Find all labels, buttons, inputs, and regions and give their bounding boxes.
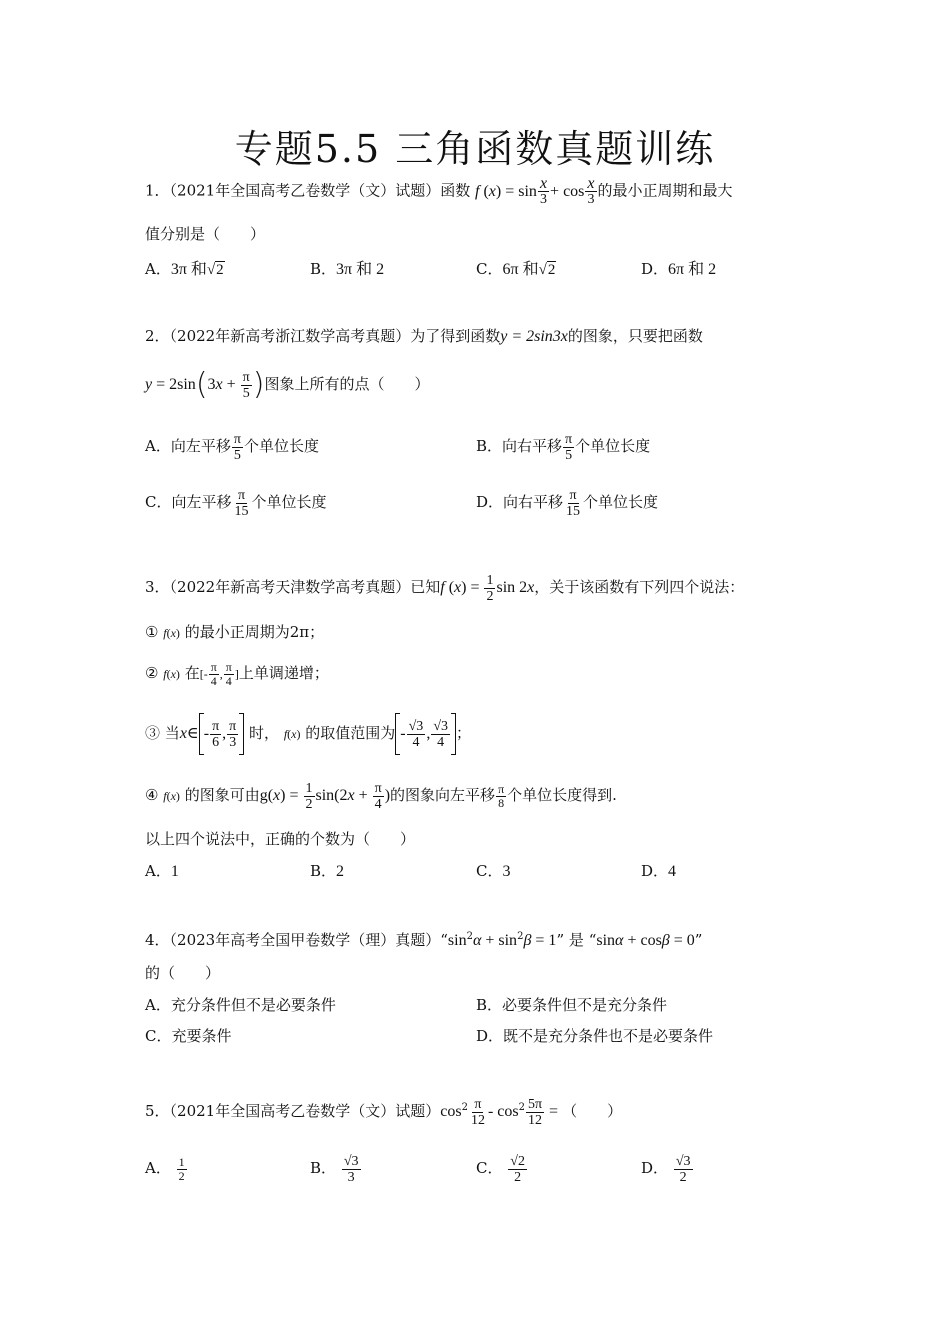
question-5-line-1: 5．（2021年全国高考乙卷数学（文）试题）$\cos^2$ $\frac{\pi}{12}$ - $\cos^2$ $\frac{5\pi}{12}$ = （ ） <box>145 1096 623 1128</box>
q1-option-b: B．3π 和 2 <box>310 260 385 278</box>
question-4-condition-2: “sinα + cosβ = 0” <box>588 931 703 949</box>
q3-option-b: B．2 <box>310 862 345 880</box>
question-3-line-1: 3．（2022年新高考天津数学高考真题）已知f (x) = $\frac{1}{2}$ sin 2x，关于该函数有下列四个说法： <box>145 572 745 604</box>
q1-option-a: A．3π 和√2 <box>145 260 224 278</box>
q2-option-d: D．向右平移 $\frac{\pi}{15}$ 个单位长度 <box>476 487 659 519</box>
question-4-line-1: 4．（2023年高考全国甲卷数学（理）真题）“$\sin^2\alpha + \sin^2\beta = 1$” 是 “sinα + cosβ = 0” <box>145 931 703 949</box>
q4-option-c: C．充要条件 <box>145 1027 232 1045</box>
q4-option-a: A．充分条件但不是必要条件 <box>145 996 336 1014</box>
q3-option-d: D．4 <box>641 862 677 880</box>
question-1-source: （2021年全国高考乙卷数学（文）试题）函数 <box>169 181 471 200</box>
q3-statement-4: ④ f(x) 的图象可由g(x) = $\frac{1}{2}$ sin(2x + $\frac{\pi}{4}$ )的图象向左平移 $\frac{\pi}{8}$ 个单位长度得到. <box>145 780 617 812</box>
q3-conclusion: 以上四个说法中，正确的个数为（ ） <box>145 830 416 848</box>
question-5-expression: $\cos^2$ $\frac{\pi}{12}$ - $\cos^2$ $\frac{5\pi}{12}$ = <box>440 1096 563 1128</box>
sqrt-symbol: √2 <box>206 262 224 278</box>
question-3-function: f (x) = $\frac{1}{2}$ sin 2x <box>440 572 535 604</box>
q4-option-b: B．必要条件但不是充分条件 <box>476 996 668 1014</box>
q3-statement-2: ② f(x) 在[- $\frac{\pi}{4}$ , $\frac{\pi}{4}$ ]上单调递增； <box>145 659 329 688</box>
question-1-tail: 的最小正周期和最大 <box>597 181 733 200</box>
q2-option-a: A．向左平移 $\frac{\pi}{5}$ 个单位长度 <box>145 431 319 463</box>
question-4-condition-1: “$\sin^2\alpha + \sin^2\beta = 1$” <box>440 931 565 949</box>
sqrt-symbol: √2 <box>538 262 556 278</box>
question-5-source: （2021年全国高考乙卷数学（文）试题） <box>169 1102 441 1120</box>
question-2-source-function: y = 2sin(3x + $\frac{\pi}{5}$ ) <box>145 367 265 402</box>
q5-option-a: A． $\frac{1}{2}$ <box>145 1154 185 1183</box>
question-1-line-2: 值分别是（ ） <box>145 225 266 243</box>
question-1-number: 1． <box>145 181 170 200</box>
question-1-formula: f (x) = sin $\frac{x}{3}$ + cos $\frac{x}{3}$ <box>475 175 595 207</box>
question-2-source: （2022年新高考浙江数学高考真题）为了得到函数 <box>169 327 501 345</box>
q3-option-a: A．1 <box>145 862 179 880</box>
question-2-line-2: y = 2sin(3x + $\frac{\pi}{5}$ )图象上所有的点（ ） <box>145 367 430 402</box>
page-title: 专题5.5 三角函数真题训练 <box>234 127 716 171</box>
q3-statement-1: ① f(x) 的最小正周期为2π； <box>145 623 325 641</box>
q5-option-c: C． $\frac{√2}{2}$ <box>476 1153 525 1185</box>
question-2-line-1: 2．（2022年新高考浙江数学高考真题）为了得到函数y = 2sin3x的图象，只要把函数 <box>145 327 703 345</box>
q1-option-d: D．6π 和 2 <box>641 260 717 278</box>
q4-option-d: D．既不是充分条件也不是必要条件 <box>476 1027 714 1045</box>
q3-statement-3: ③ 当x∈ - $\frac{\pi}{6}$ , $\frac{\pi}{3}$ 时， f(x) 的取值范围为 - $\frac{√3}{4}$ , $\frac{√3}{4}$ ； <box>145 710 471 757</box>
question-4-line-2: 的（ ） <box>145 964 221 982</box>
question-4-source: （2023年高考全国甲卷数学（理）真题） <box>169 931 441 949</box>
q5-option-d: D． $\frac{√3}{2}$ <box>641 1153 691 1185</box>
q5-option-b: B． $\frac{√3}{3}$ <box>310 1153 359 1185</box>
q3-option-c: C．3 <box>476 862 511 880</box>
q2-option-b: B．向右平移 $\frac{\pi}{5}$ 个单位长度 <box>476 431 651 463</box>
q1-option-c: C．6π 和√2 <box>476 260 556 278</box>
question-3-source: （2022年新高考天津数学高考真题）已知 <box>169 578 441 596</box>
question-2-target-function: y = 2sin3x <box>500 328 568 345</box>
q2-option-c: C．向左平移 $\frac{\pi}{15}$ 个单位长度 <box>145 487 327 519</box>
question-1-line-1 <box>145 176 733 207</box>
